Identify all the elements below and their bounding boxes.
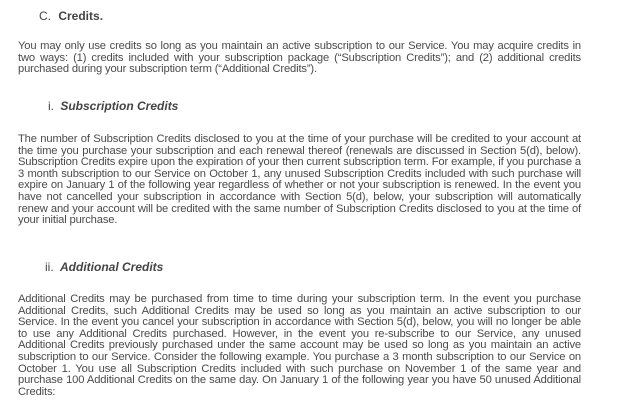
additional-credits-paragraph: Additional Credits may be purchased from time to time during your subscription term. In the event you purchase Additional Credits, such Additional Credits may be used so long as you maintain an active subscription to our Service. In the event you cancel your subscription in accordance with Section 5(d), below, you will no longer be able to use any Additional Credits purchased. However, in the event you re-subscribe to our Service, any unused Additional Credits previously purchased under the same account may be used so long as you maintain an active subscription to our Service. Consider the following example. You purchase a 3 month subscription to our Service on October 1. You use all Subscription Credits included with such purchase on November 1 of the same year and purchase 100 Additional Credits on the same day. On January 1 of the following year you have 50 unused Additional Credits: (18, 293, 581, 398)
subsection-title: Additional Credits (60, 260, 164, 274)
subsection-heading-additional-credits (45, 260, 163, 274)
section-title: Credits. (58, 9, 104, 23)
subscription-credits-paragraph: The number of Subscription Credits disclosed to you at the time of your purchase will be credited to your account at the time you purchase your subscription and each renewal thereof (renewals are discussed in Section 5(d), below). Subscription Credits expire upon the expiration of your then current subscription term. For example, if you purchase a 3 month subscription to our Service on October 1, any unused Subscription Credits included with such purchase will expire on January 1 of the following year regardless of whether or not your subscription is renewed. In the event you have not cancelled your subscription in accordance with Section 5(d), below, your subscription will automatically renew and your account will be credited with the same number of Subscription Credits disclosed to you at the time of your initial purchase. (18, 133, 581, 227)
subsection-marker: ii. (45, 260, 54, 274)
subsection-heading-subscription-credits (48, 99, 178, 113)
intro-paragraph: You may only use credits so long as you maintain an active subscription to our Service. You may acquire credits in two ways: (1) credits included with your subscription package (“Subscription Credits”); and (2) additional credits purchased during your subscription term (“Additional Credits”). (18, 40, 581, 76)
section-marker: C. (39, 9, 51, 23)
subsection-marker: i. (48, 99, 54, 113)
subsection-title: Subscription Credits (60, 99, 179, 113)
section-heading-credits (39, 9, 103, 23)
